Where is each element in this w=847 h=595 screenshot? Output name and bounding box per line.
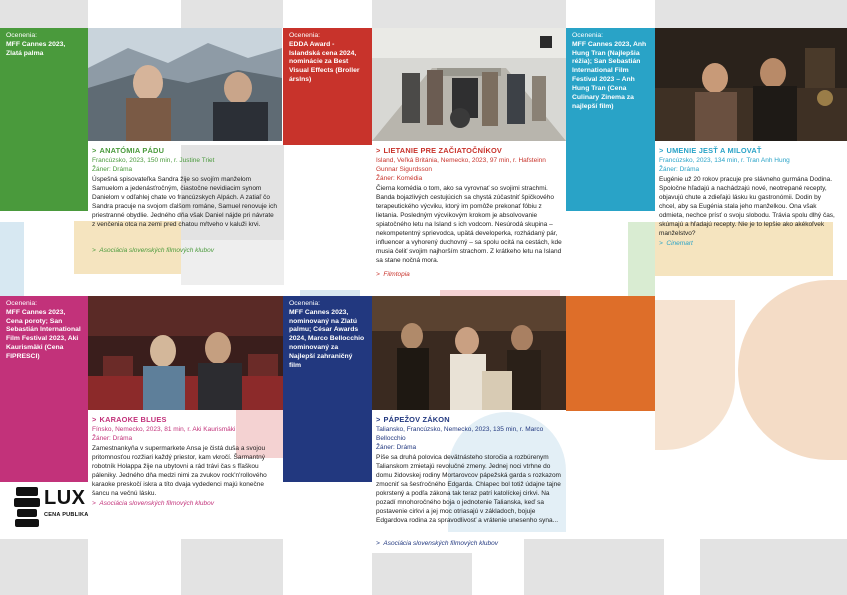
film-genre: Žáner: Komédia	[376, 175, 423, 183]
logo-title: LUX	[44, 487, 86, 509]
award-panel-film-1	[0, 28, 88, 211]
award-heading: Ocenenia:	[6, 300, 37, 307]
bg-grey-block-top-4	[655, 0, 847, 28]
lux-logo	[14, 487, 94, 529]
film-still-4	[88, 296, 283, 410]
film-info-5	[376, 415, 564, 526]
award-heading: Ocenenia:	[6, 32, 37, 39]
film-info-1	[92, 146, 278, 230]
film-genre: Žáner: Dráma	[92, 166, 133, 174]
arrow-right-icon: >	[376, 415, 381, 424]
arrow-right-icon: >	[92, 146, 97, 155]
arrow-right-icon: >	[92, 500, 100, 507]
film-still-5	[372, 296, 566, 410]
award-text: MFF Cannes 2023, nominovaný na Zlatú palmu; César Awards 2024, Marco Bellocchio nominovaný za Najlepší zahraničný film	[289, 308, 365, 369]
arrow-right-icon: >	[659, 146, 664, 155]
award-panel-film-4	[0, 296, 88, 482]
film-still-3	[655, 28, 847, 141]
distributor-link-3[interactable]: > Cinemart	[659, 240, 693, 247]
film-info-2	[376, 146, 562, 266]
film-reel-icon	[14, 487, 40, 527]
film-synopsis: Úspešná spisovateľka Sandra žije so svojím manželom Samuelom a jedenásťročným, čiastočne nevidiacim synom Danielom v odľahlej chate vo francúzskych Alpách. A zatiaľ čo Sandra pracuje na svojom ďalšom románe, Samuel renovuje ich priestranné obydlie. Jedného dňa však Daniel nájde pri návrate z venčenia otca na zemi pred chatou mŕtveho v kaluži krvi.	[92, 176, 278, 228]
bg-grey-block-top-2	[181, 0, 283, 28]
bg-grey-block-top-3	[372, 0, 566, 28]
film-meta: Island, Veľká Británia, Nemecko, 2023, 97 min, r. Hafsteinn Gunnar Sigurdsson	[376, 157, 546, 174]
arrow-right-icon: >	[376, 271, 384, 278]
bg-grey-block-top-1	[0, 0, 88, 28]
film-genre: Žáner: Dráma	[376, 444, 417, 452]
award-panel-film-5	[283, 296, 372, 482]
film-title: > PÁPEŽOV ZÁKON	[376, 415, 450, 424]
film-genre: Žáner: Dráma	[659, 166, 700, 174]
film-title: > ANATÓMIA PÁDU	[92, 146, 165, 155]
film-meta: Francúzsko, 2023, 150 min, r. Justine Triet	[92, 157, 215, 165]
arrow-right-icon: >	[376, 146, 381, 155]
film-synopsis: Eugénie už 20 rokov pracuje pre slávneho gurmána Dodina. Spoločne hľadajú a nachádzajú nové, neotrepané recepty, objavujú chute a zdieľajú lásku ku gastronómii. Dodin by chcel, aby sa Eugénia stala jeho manželkou. Ona však odmieta, nechce prísť o svoju slobodu. Trávia spolu dlhý čas, skúmajú a hľadajú recepty. Nie je to lepšie ako akékoľvek manželstvo?	[659, 176, 835, 237]
bg-grey-block-bottom-3	[372, 553, 472, 595]
award-panel-film-2	[283, 28, 372, 145]
film-still-1	[88, 28, 282, 141]
award-heading: Ocenenia:	[572, 32, 603, 39]
film-title: > LIETANIE PRE ZAČIATOČNÍKOV	[376, 146, 503, 155]
distributor-link-4[interactable]: > Asociácia slovenských filmových klubov	[92, 500, 214, 507]
film-info-4	[92, 415, 280, 499]
bg-grey-block-bottom-1	[0, 539, 88, 595]
award-text: MFF Cannes 2023, Zlatá palma	[6, 40, 66, 57]
film-meta: Fínsko, Nemecko, 2023, 81 min, r. Aki Kaurismäki	[92, 426, 236, 434]
award-text: MFF Cannes 2023, Cena poroty; San Sebastián International Film Festival 2023, Aki Kaurismäki (Cena FIPRESCI)	[6, 308, 81, 360]
arrow-right-icon: >	[92, 415, 97, 424]
arrow-right-icon: >	[659, 240, 667, 247]
film-meta: Francúzsko, 2023, 134 min, r. Tran Anh Hung	[659, 157, 790, 165]
award-heading: Ocenenia:	[289, 32, 320, 39]
bg-grey-block-bottom-5	[700, 539, 847, 595]
film-title: > UMENIE JESŤ A MILOVAŤ	[659, 146, 762, 155]
bg-light-green-shape	[628, 222, 655, 296]
award-text: MFF Cannes 2023, Anh Hung Tran (Najlepšia réžia); San Sebastián International Film Festival 2023 – Anh Hung Tran (Cena Culinary Zinema za najlepší film)	[572, 40, 647, 110]
distributor-link-5[interactable]: > Asociácia slovenských filmových klubov	[376, 540, 498, 547]
film-info-3	[659, 146, 839, 239]
bg-light-blue-shape-left	[0, 222, 24, 297]
award-text: EDDA Award - Islandská cena 2024, nominácie za Best Visual Effects (Broller árslns)	[289, 40, 360, 84]
bg-light-orange-arc	[655, 300, 735, 450]
award-heading: Ocenenia:	[289, 300, 320, 307]
distributor-link-2[interactable]: > Filmtopia	[376, 271, 410, 278]
distributor-link-1[interactable]: > Asociácia slovenských filmových klubov	[92, 247, 214, 254]
film-genre: Žáner: Dráma	[92, 435, 133, 443]
bg-grey-block-bottom-2	[181, 539, 283, 595]
award-panel-film-3	[566, 28, 655, 211]
bg-light-orange-shape-right	[738, 280, 847, 460]
film-title: > KARAOKE BLUES	[92, 415, 167, 424]
film-still-2	[372, 28, 566, 141]
film-synopsis: Píše sa druhá polovica devätnásteho storočia a rozbúrenym Talianskom zmietajú revolučné zmeny. Jednej noci vtrhne do domu židovskej rodiny Mortarovcov pápežská garda s rozkazom zmocniť sa šesťročného Edgarda. Chlapec bol totiž údajne tajne pokrstený a podľa zákona tak teraz patrí katolíckej cirkvi. Na pozadí mnohoročného boja o jednotenie Talianska, keď sa postavenie cirkvi a jej moc otriasajú v základoch, bojuje Edgardova rodina za spravodlivosť a vrátenie unesenho syna...	[376, 454, 561, 524]
arrow-right-icon: >	[92, 247, 100, 254]
logo-subtitle: CENA PUBLIKA	[44, 512, 89, 518]
bg-orange-block	[566, 296, 655, 411]
arrow-right-icon: >	[376, 540, 384, 547]
film-synopsis: Zamestnankyňa v supermarkete Ansa je čistá duša a svojou pritomnosťou rozžiari každý priestor, kam vkročí. Šarmantný robotník Holappa žije na ubytovni a rád trávi čas s fľaškou páleniky. Jedného dňa medzi nimi za zvukov rock'n'rollového karaoke preskočí iskra a títo dvaja vydedenci majú konečne šancu na večnú lásku.	[92, 445, 267, 497]
film-meta: Taliansko, Francúzsko, Nemecko, 2023, 135 min, r. Marco Bellocchio	[376, 426, 544, 443]
film-synopsis: Čierna komédia o tom, ako sa vyrovnať so svojimi strachmi. Banda bojazlivých cestujúcich sa chystá zúčastniť špičkového terapeutického výcviku, ktorý im pomôže prekonať fóbiu z lietania. Posledným výcvikovým krokom je absolvovanie spiatočného letu na Island s ich vodcom. Nesúrodá skupina – nekompetentný sprievodca, upätá developerka, rozhádaný pár, influencer a vyhorený duchovný – sa spolu ocitá na cestách, kde musia čeliť svojim najhorším strachom. Z krátkeho letu na Island sa stane nočná mora.	[376, 185, 562, 264]
